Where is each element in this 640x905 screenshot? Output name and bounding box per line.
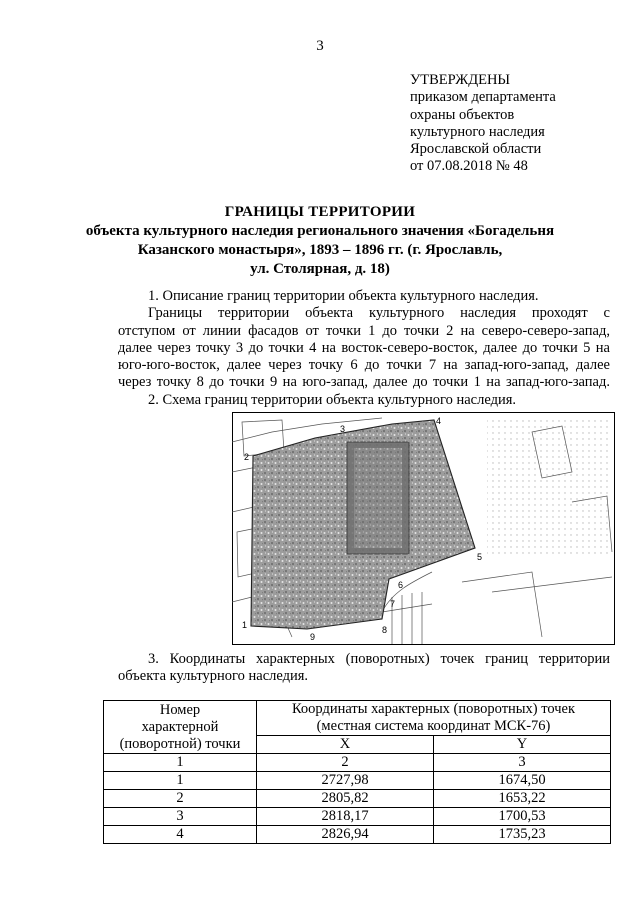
table-row <box>104 754 611 772</box>
point-label: 5 <box>477 552 483 562</box>
table-cell: 1 <box>104 754 257 772</box>
approval-line: Ярославской области <box>410 141 542 158</box>
approval-block <box>410 72 556 176</box>
section-1-line: юго-юго-восток, далее через точку 6 до точки 7 на запад-юго-запад, далее <box>118 357 610 374</box>
table-cell: 2805,82 <box>257 790 434 808</box>
point-label: 4 <box>436 416 442 426</box>
building-inner <box>354 448 402 548</box>
section-3-line: объекта культурного наследия. <box>118 668 309 685</box>
point-label: 8 <box>382 625 388 635</box>
table-cell: 2 <box>257 754 434 772</box>
title-line: Казанского монастыря», 1893 – 1896 гг. (г. Ярославль, <box>137 242 503 258</box>
point-label: 3 <box>340 424 346 434</box>
table-cell: 3 <box>104 808 257 826</box>
table-row <box>104 826 611 844</box>
section-1-heading: 1. Описание границ территории объекта культурного наследия. <box>148 288 539 304</box>
table-cell: 1700,53 <box>434 808 611 826</box>
header-coordinates-group: Координаты характерных (поворотных) точек (местная система координат МСК-76) <box>257 701 611 736</box>
table-cell: 2727,98 <box>257 772 434 790</box>
table-row <box>104 772 611 790</box>
table-row <box>104 790 611 808</box>
point-label: 9 <box>310 632 316 642</box>
approval-line: культурного наследия <box>410 123 545 140</box>
section-3-line: 3. Координаты характерных (поворотных) точек границ территории <box>148 651 610 667</box>
section-2-heading: 2. Схема границ территории объекта культурного наследия. <box>148 391 517 408</box>
title-main: ГРАНИЦЫ ТЕРРИТОРИИ <box>224 204 416 220</box>
table-cell: 2818,17 <box>257 808 434 826</box>
approval-line: охраны объектов <box>410 106 515 123</box>
header-point-number: Номер характерной (поворотной) точки <box>104 701 257 754</box>
header-y: Y <box>434 736 611 754</box>
boundary-scheme-map <box>232 412 615 645</box>
table-header-row <box>104 701 611 736</box>
approval-line: от 07.08.2018 № 48 <box>410 158 528 175</box>
table-cell: 1674,50 <box>434 772 611 790</box>
document-title <box>0 203 640 279</box>
section-1-line: Границы территории объекта культурного наследия проходят с <box>148 305 610 322</box>
table-cell: 4 <box>104 826 257 844</box>
header-x: X <box>257 736 434 754</box>
title-line: объекта культурного наследия регионального значения «Богадельня <box>85 223 555 239</box>
point-label: 1 <box>242 620 248 630</box>
section-1-line: отступом от линии фасадов от точки 1 до точки 2 на северо-северо-запад, <box>118 322 610 339</box>
table-cell: 2 <box>104 790 257 808</box>
point-label: 6 <box>398 580 404 590</box>
section-1-line: через точку 8 до точки 9 на юго-запад, далее до точки 1 на запад-юго-запад. <box>118 374 610 391</box>
section-1 <box>118 288 610 409</box>
point-label: 2 <box>244 452 250 462</box>
table-cell: 1735,23 <box>434 826 611 844</box>
table-cell: 2826,94 <box>257 826 434 844</box>
section-3 <box>118 651 610 686</box>
page-number: 3 <box>316 38 324 54</box>
dotted-area <box>487 416 611 556</box>
table-cell: 3 <box>434 754 611 772</box>
table-cell: 1653,22 <box>434 790 611 808</box>
title-line: ул. Столярная, д. 18) <box>250 261 390 277</box>
section-1-line: далее через точку 3 до точки 4 на восток-северо-восток, далее до точки 5 на <box>118 339 610 356</box>
table-cell: 1 <box>104 772 257 790</box>
point-label: 7 <box>390 599 396 609</box>
approval-heading: УТВЕРЖДЕНЫ <box>410 72 511 88</box>
table-row <box>104 808 611 826</box>
approval-line: приказом департамента <box>410 89 556 106</box>
coordinates-table <box>103 700 611 844</box>
